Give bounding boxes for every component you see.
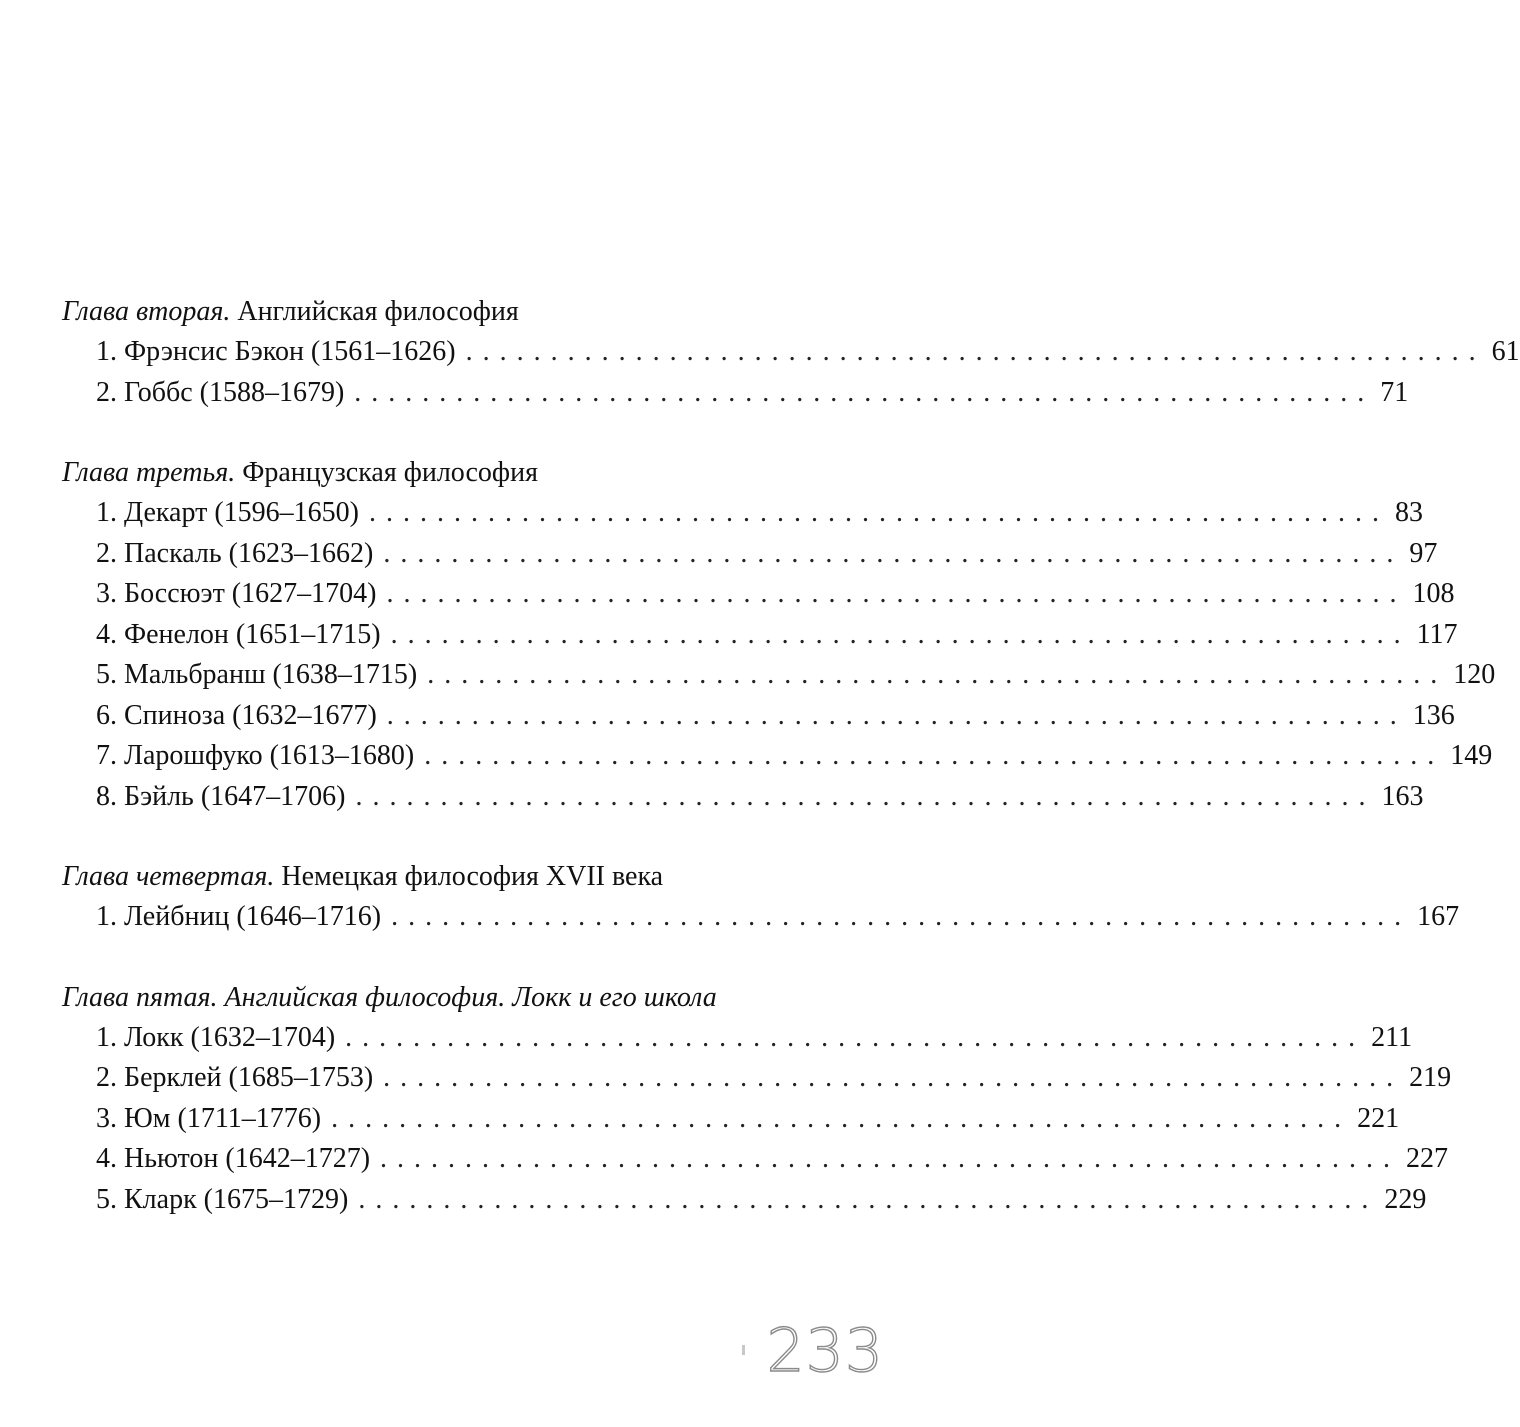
toc-entry-page: 229 xyxy=(1384,1183,1427,1215)
toc-entry-page: 136 xyxy=(1412,699,1455,731)
toc-entry-title: 2. Гоббс (1588–1679) xyxy=(96,376,345,408)
chapter-5 xyxy=(62,978,1452,1221)
toc-entry[interactable] xyxy=(96,1018,1413,1059)
toc-entry-title: 3. Боссюэт (1627–1704) xyxy=(96,578,377,609)
toc-entry-page: 97 xyxy=(1409,537,1438,569)
toc-entry[interactable] xyxy=(96,736,1493,777)
chapter-title: Английская философия. Локк и его школа xyxy=(224,981,717,1013)
dot-leader: ............................................................ xyxy=(358,1183,1379,1215)
chapter-title: Немецкая философия XVII века xyxy=(281,861,664,892)
dot-leader: ............................................................ xyxy=(331,1102,1352,1134)
toc-entry[interactable] xyxy=(96,696,1455,737)
toc-entry-page: 71 xyxy=(1380,376,1409,408)
toc-entry-page: 117 xyxy=(1416,618,1458,650)
toc-entry-page: 211 xyxy=(1371,1021,1413,1053)
toc-entry-title: 1. Лейбниц (1646–1716) xyxy=(96,901,382,932)
dot-leader: ............................................................ xyxy=(390,618,1411,650)
dot-leader: ............................................................ xyxy=(369,497,1389,528)
toc-entry-title: 1. Декарт (1596–1650) xyxy=(96,497,359,528)
dot-leader: ............................................................ xyxy=(424,740,1445,771)
chapter-title: Французская философия xyxy=(242,457,538,488)
dot-leader: ............................................................ xyxy=(386,699,1407,731)
dot-leader: ............................................................ xyxy=(355,780,1376,812)
toc-entry-page: 221 xyxy=(1357,1102,1400,1134)
chapter-heading xyxy=(62,453,886,493)
dot-leader: ............................................................ xyxy=(383,1062,1404,1093)
dot-leader: ............................................................ xyxy=(345,1021,1366,1053)
toc-entry-page: 167 xyxy=(1417,901,1460,932)
page-number: 233 xyxy=(766,1316,884,1386)
toc-entry[interactable] xyxy=(96,655,1496,696)
dot-leader: ............................................................ xyxy=(380,1143,1401,1174)
chapter-heading xyxy=(62,857,886,897)
toc-entry[interactable] xyxy=(96,332,1520,373)
toc-entry-page: 149 xyxy=(1450,740,1493,771)
dot-leader: ............................................................ xyxy=(391,901,1412,932)
toc-entry-page: 227 xyxy=(1406,1143,1449,1174)
table-of-contents xyxy=(62,292,1520,1260)
toc-entry-page: 120 xyxy=(1453,659,1496,690)
toc-entry[interactable] xyxy=(96,1099,1400,1140)
toc-entry[interactable] xyxy=(96,1180,1427,1221)
toc-entry-page: 219 xyxy=(1409,1062,1452,1093)
toc-entry[interactable] xyxy=(96,777,1424,818)
chapter-label: Глава третья. xyxy=(62,457,236,488)
toc-entry[interactable] xyxy=(96,534,1438,575)
toc-entry-page: 83 xyxy=(1395,497,1423,528)
toc-entry-title: 5. Кларк (1675–1729) xyxy=(96,1183,349,1215)
toc-entry[interactable] xyxy=(96,1058,1452,1099)
toc-entry-title: 2. Паскаль (1623–1662) xyxy=(96,537,374,569)
toc-entry[interactable] xyxy=(96,373,1409,414)
toc-entry[interactable] xyxy=(96,897,1460,938)
toc-entry-title: 1. Локк (1632–1704) xyxy=(96,1021,336,1053)
toc-entry-page: 61 xyxy=(1491,336,1520,367)
chapter-2 xyxy=(62,292,1520,413)
chapter-3 xyxy=(62,453,1496,817)
dot-leader: ............................................................ xyxy=(465,336,1486,367)
chapter-4 xyxy=(62,857,1460,938)
toc-entry-title: 5. Мальбранш (1638–1715) xyxy=(96,659,418,690)
toc-entry[interactable] xyxy=(96,574,1455,615)
chapter-label: Глава пятая. xyxy=(62,981,218,1013)
toc-entry-title: 4. Ньютон (1642–1727) xyxy=(96,1143,371,1174)
toc-entry-page: 108 xyxy=(1412,578,1455,609)
dot-leader: ............................................................ xyxy=(383,537,1404,569)
chapter-label: Глава вторая. xyxy=(62,296,231,327)
toc-entry-title: 8. Бэйль (1647–1706) xyxy=(96,780,346,812)
toc-entry-title: 6. Спиноза (1632–1677) xyxy=(96,699,377,731)
toc-entry[interactable] xyxy=(96,1139,1449,1180)
chapter-heading xyxy=(62,978,886,1018)
toc-entry-page: 163 xyxy=(1381,780,1424,812)
toc-entry-title: 1. Фрэнсис Бэкон (1561–1626) xyxy=(96,336,456,367)
folio-tick-mark xyxy=(742,1345,745,1355)
chapter-heading xyxy=(62,292,886,332)
chapter-title: Английская философия xyxy=(237,296,519,327)
dot-leader: ............................................................ xyxy=(354,376,1375,408)
toc-entry-title: 7. Ларошфуко (1613–1680) xyxy=(96,740,415,771)
toc-entry[interactable] xyxy=(96,493,1423,534)
toc-entry-title: 4. Фенелон (1651–1715) xyxy=(96,618,381,650)
dot-leader: ............................................................ xyxy=(427,659,1448,690)
toc-entry-title: 2. Берклей (1685–1753) xyxy=(96,1062,374,1093)
chapter-label: Глава четвертая. xyxy=(62,861,275,892)
dot-leader: ............................................................ xyxy=(386,578,1407,609)
toc-entry-title: 3. Юм (1711–1776) xyxy=(96,1102,322,1134)
toc-entry[interactable] xyxy=(96,615,1458,656)
